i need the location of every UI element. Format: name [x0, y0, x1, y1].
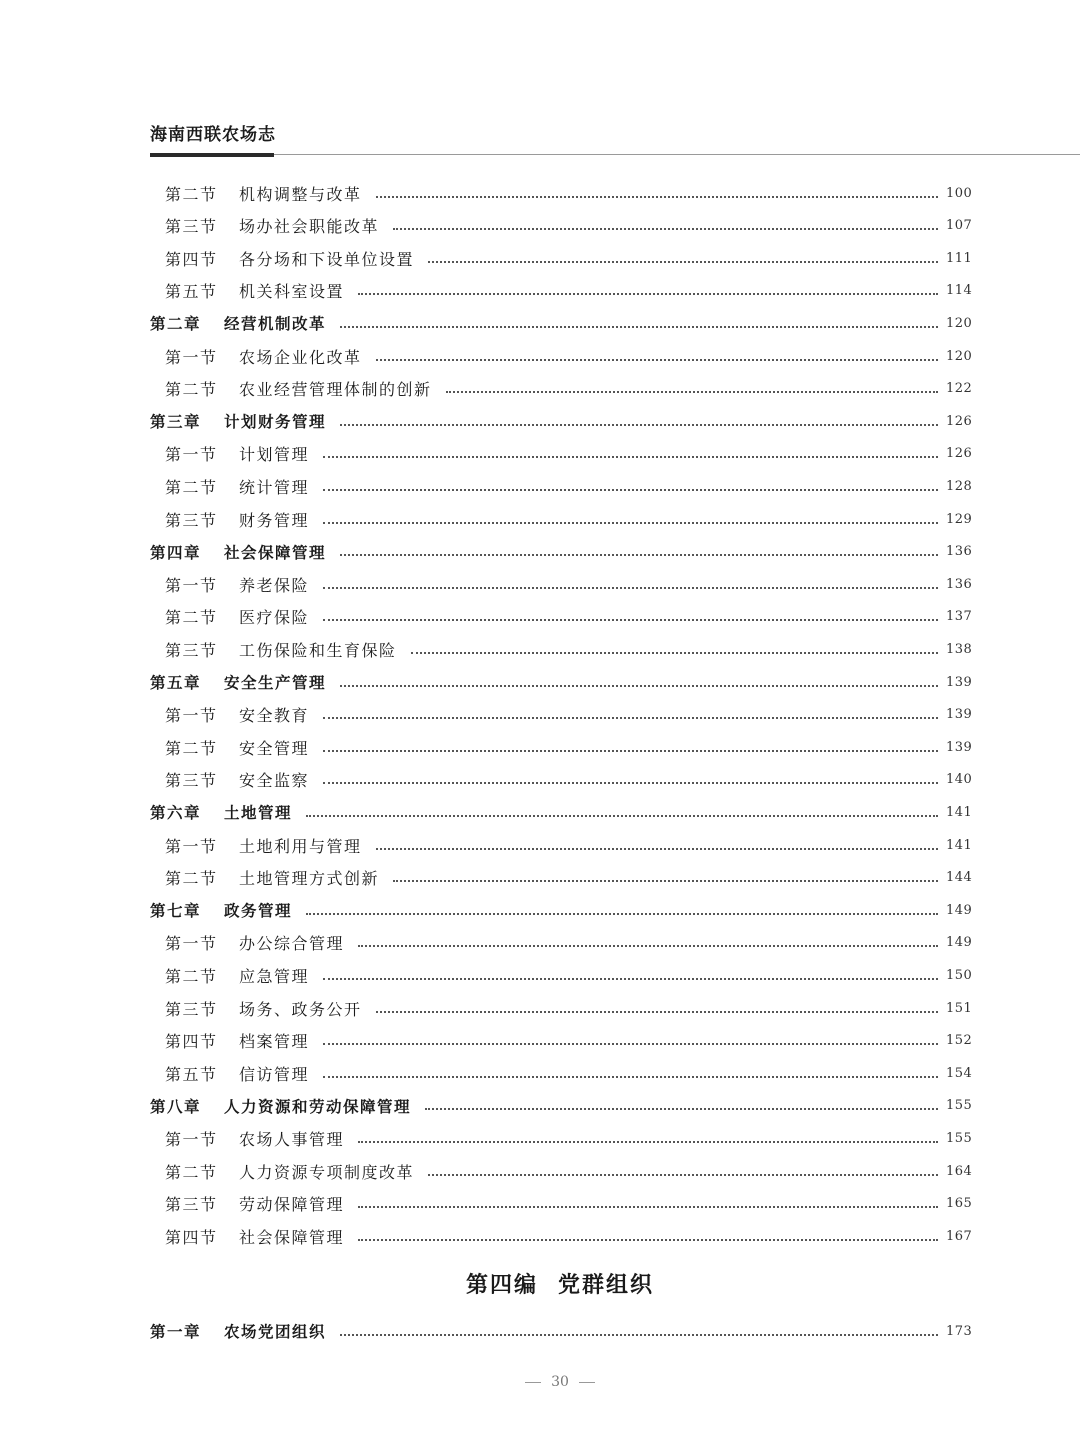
- toc-entry-number: 第二节: [165, 1162, 218, 1182]
- toc-entry-title: 农场人事管理: [239, 1129, 345, 1149]
- toc-entry-page: 139: [946, 739, 973, 755]
- toc-section-entry: [150, 602, 972, 632]
- toc-entry-title: 统计管理: [239, 477, 310, 497]
- dot-leader: [393, 227, 938, 230]
- toc-entry-page: 120: [946, 348, 973, 364]
- toc-entry-title: 安全生产管理: [224, 674, 327, 692]
- toc-entry-page: 138: [946, 641, 973, 657]
- toc-entry-page: 107: [946, 218, 973, 234]
- toc-entry-number: 第五章: [150, 674, 202, 692]
- toc-section-entry: [150, 863, 972, 893]
- toc-entry-title: 医疗保险: [239, 608, 310, 628]
- toc-entry-label: [150, 964, 309, 987]
- toc-section-entry: [150, 211, 972, 241]
- toc-entry-title: 政务管理: [224, 902, 293, 921]
- toc-entry-number: 第一节: [165, 445, 218, 465]
- toc-entry-page: 136: [946, 544, 973, 560]
- toc-entry-label: [150, 541, 326, 563]
- toc-entry-number: 第三章: [150, 413, 202, 432]
- dot-leader: [306, 912, 938, 915]
- toc-entry-number: 第五节: [165, 282, 218, 302]
- toc-chapter-entry: [150, 308, 972, 338]
- toc-entry-number: 第三节: [165, 640, 218, 660]
- toc-entry-page: 141: [946, 837, 973, 853]
- toc-entry-number: 第二节: [165, 738, 218, 758]
- dot-leader: [323, 1042, 938, 1045]
- toc-entry-page: 149: [946, 935, 973, 951]
- toc-entry-number: 第六章: [150, 804, 202, 823]
- toc-entry-page: 114: [946, 283, 973, 299]
- toc-entry-number: 第四节: [165, 1227, 218, 1247]
- toc-entry-page: 173: [946, 1323, 973, 1339]
- part-number: 第四编: [465, 1272, 538, 1298]
- toc-section-entry: [150, 993, 972, 1023]
- dot-leader: [323, 781, 938, 784]
- toc-entry-number: 第三节: [165, 1195, 218, 1215]
- toc-entry-page: 151: [946, 1000, 973, 1016]
- toc-entry-label: [150, 703, 309, 726]
- toc-entry-number: 第五节: [165, 1064, 218, 1084]
- toc-entry-number: 第二节: [165, 477, 218, 497]
- dot-leader: [323, 521, 938, 524]
- toc-section-entry: [150, 1123, 972, 1153]
- toc-entry-title: 安全管理: [239, 738, 310, 758]
- toc-entry-number: 第二章: [150, 315, 202, 334]
- toc-entry-number: 第二节: [165, 608, 218, 628]
- toc-chapter-entry: [150, 406, 972, 436]
- toc-entry-label: [150, 182, 362, 205]
- toc-entry-number: 第一节: [165, 934, 218, 954]
- toc-entry-label: [150, 214, 379, 237]
- toc-section-entry: [150, 928, 972, 958]
- toc-entry-page: 149: [946, 902, 973, 918]
- toc-entry-title: 经营机制改革: [224, 315, 327, 334]
- toc-entry-number: 第二节: [165, 966, 218, 986]
- toc-section-entry: [150, 439, 972, 469]
- toc-entry-number: 第一节: [165, 1129, 218, 1149]
- toc-section-entry: [150, 178, 972, 208]
- toc-entry-label: [150, 279, 344, 302]
- toc-entry-label: [150, 1225, 344, 1248]
- toc-entry-label: [150, 931, 344, 954]
- toc-entry-label: [150, 997, 362, 1020]
- toc-entry-number: 第四节: [165, 249, 218, 269]
- toc-section-entry: [150, 634, 972, 664]
- toc-entry-title: 各分场和下设单位设置: [239, 249, 415, 269]
- toc-entry-label: [150, 1029, 309, 1052]
- toc-entry-number: 第一章: [150, 1323, 202, 1341]
- toc-entry-label: [150, 247, 414, 270]
- toc-entry-number: 第三节: [165, 999, 218, 1019]
- toc-section-entry: [150, 1026, 972, 1056]
- toc-entry-page: 128: [946, 478, 973, 494]
- toc-section-entry: [150, 1156, 972, 1186]
- toc-entry-title: 人力资源专项制度改革: [239, 1162, 415, 1182]
- dot-leader: [323, 455, 938, 458]
- dot-leader: [376, 847, 938, 850]
- toc-entry-title: 计划管理: [239, 445, 310, 465]
- toc-entry-label: [150, 736, 309, 759]
- toc-section-entry: [150, 1058, 972, 1088]
- toc-section-entry: [150, 830, 972, 860]
- toc-entry-title: 机构调整与改革: [239, 184, 362, 204]
- toc-entry-title: 农场党团组织: [224, 1323, 327, 1341]
- toc-section-entry: [150, 1221, 972, 1251]
- toc-entry-title: 信访管理: [239, 1064, 310, 1084]
- dot-leader: [323, 618, 938, 621]
- toc-entry-label: [150, 442, 309, 465]
- toc-entry-page: 136: [946, 576, 973, 592]
- toc-entry-page: 111: [946, 250, 973, 266]
- toc-entry-label: [150, 638, 397, 661]
- toc-entry-label: [150, 1160, 414, 1183]
- toc-chapter-entry: [150, 537, 972, 567]
- toc-entry-number: 第一节: [165, 836, 218, 856]
- dot-leader: [340, 325, 938, 328]
- dot-leader: [393, 879, 938, 882]
- toc-entry-number: 第一节: [165, 706, 218, 726]
- toc-entry-label: [150, 312, 326, 334]
- toc-entry-number: 第二节: [165, 869, 218, 889]
- toc-section-entry: [150, 732, 972, 762]
- footer-dash-left: [525, 1382, 541, 1383]
- dot-leader: [340, 553, 938, 556]
- toc-chapter-entry: [150, 895, 972, 925]
- toc-entry-label: [150, 768, 309, 791]
- toc-entry-label: [150, 410, 326, 432]
- toc-entry-title: 应急管理: [239, 966, 310, 986]
- toc-entry-label: [150, 866, 379, 889]
- dot-leader: [358, 292, 938, 295]
- dot-leader: [376, 1010, 938, 1013]
- toc-entry-title: 工伤保险和生育保险: [239, 640, 397, 660]
- toc-entry-number: 第二节: [165, 184, 218, 204]
- toc-entry-label: [150, 1062, 309, 1085]
- toc-entry-page: 139: [946, 707, 973, 723]
- toc-section-entry: [150, 243, 972, 273]
- dot-leader: [323, 749, 938, 752]
- dot-leader: [358, 1238, 938, 1241]
- toc-entry-number: 第三节: [165, 771, 218, 791]
- toc-entry-page: 165: [946, 1196, 973, 1212]
- dot-leader: [323, 716, 938, 719]
- toc-chapter-entry: [150, 1091, 972, 1121]
- toc-entry-page: 100: [946, 185, 973, 201]
- toc-entry-title: 养老保险: [239, 575, 310, 595]
- toc-entry-page: 150: [946, 967, 973, 983]
- toc-section-entry: [150, 569, 972, 599]
- toc-entry-title: 社会保障管理: [224, 543, 327, 562]
- book-title: 海南西联农场志: [150, 125, 276, 145]
- toc-entry-page: 122: [946, 381, 973, 397]
- toc-entry-label: [150, 671, 326, 693]
- toc-entry-label: [150, 508, 309, 531]
- dot-leader: [306, 814, 938, 817]
- toc-entry-label: [150, 1192, 344, 1215]
- toc-entry-page: 126: [946, 446, 973, 462]
- page-footer: [0, 1374, 1080, 1390]
- dot-leader: [323, 488, 938, 491]
- dot-leader: [446, 390, 938, 393]
- part-heading: [0, 1268, 1080, 1299]
- toc-entry-number: 第三节: [165, 217, 218, 237]
- toc-entry-page: 155: [946, 1130, 973, 1146]
- toc-section-entry: [150, 700, 972, 730]
- toc-entry-title: 土地利用与管理: [239, 836, 362, 856]
- toc-entry-label: [150, 1320, 326, 1342]
- toc-entry-number: 第四节: [165, 1032, 218, 1052]
- toc-entry-page: 139: [946, 674, 973, 690]
- toc-entry-page: 144: [946, 870, 973, 886]
- toc-entry-label: [150, 345, 362, 368]
- toc-chapter-entry: [150, 667, 972, 697]
- toc-entry-number: 第八章: [150, 1097, 202, 1116]
- toc-entry-page: 167: [946, 1228, 973, 1244]
- footer-dash-right: [579, 1382, 595, 1383]
- toc-entry-number: 第三节: [165, 510, 218, 530]
- toc-section-entry: [150, 341, 972, 371]
- toc-entry-number: 第一节: [165, 347, 218, 367]
- toc-entry-number: 第七章: [150, 902, 202, 921]
- toc-entry-page: 120: [946, 315, 973, 331]
- toc-entry-label: [150, 573, 309, 596]
- toc-section-entry: [150, 960, 972, 990]
- toc-entry-label: [150, 605, 309, 628]
- toc-entry-page: 154: [946, 1065, 973, 1081]
- toc-entry-title: 财务管理: [239, 510, 310, 530]
- toc-entry-page: 164: [946, 1163, 973, 1179]
- toc-section-entry: [150, 276, 972, 306]
- toc-entry-label: [150, 1127, 344, 1150]
- dot-leader: [358, 1140, 938, 1143]
- header-rule: [150, 154, 1080, 155]
- dot-leader: [358, 1205, 938, 1208]
- toc-entry-title: 土地管理方式创新: [239, 869, 380, 889]
- toc-entry-page: 126: [946, 413, 973, 429]
- dot-leader: [411, 651, 938, 654]
- toc-entry-page: 129: [946, 511, 973, 527]
- toc-entry-title: 安全监察: [239, 771, 310, 791]
- dot-leader: [358, 944, 938, 947]
- toc-entry-page: 137: [946, 609, 973, 625]
- toc-entry-label: [150, 475, 309, 498]
- dot-leader: [340, 423, 938, 426]
- toc-chapter-entry: [150, 1316, 972, 1346]
- toc-entry-title: 社会保障管理: [239, 1227, 345, 1247]
- toc-entry-number: 第一节: [165, 575, 218, 595]
- toc-entry-title: 机关科室设置: [239, 282, 345, 302]
- toc-section-entry: [150, 471, 972, 501]
- toc-entry-title: 安全教育: [239, 706, 310, 726]
- dot-leader: [376, 358, 938, 361]
- toc-entry-title: 办公综合管理: [239, 934, 345, 954]
- toc-chapter-entry: [150, 797, 972, 827]
- toc-entry-title: 农场企业化改革: [239, 347, 362, 367]
- header-rule-accent: [150, 153, 274, 157]
- toc-entry-title: 计划财务管理: [224, 413, 327, 432]
- toc-entry-page: 141: [946, 804, 973, 820]
- toc-entry-title: 劳动保障管理: [239, 1195, 345, 1215]
- toc-entry-title: 土地管理: [224, 804, 293, 823]
- dot-leader: [323, 977, 938, 980]
- dot-leader: [428, 1173, 938, 1176]
- toc-entry-page: 152: [946, 1033, 973, 1049]
- toc-entry-page: 140: [946, 772, 973, 788]
- toc-entry-title: 人力资源和劳动保障管理: [224, 1097, 412, 1116]
- toc-entry-label: [150, 377, 432, 400]
- dot-leader: [340, 1333, 938, 1336]
- toc-entry-label: [150, 801, 292, 823]
- toc-entry-page: 155: [946, 1098, 973, 1114]
- toc-entry-title: 场务、政务公开: [239, 999, 362, 1019]
- page-number: 30: [551, 1374, 569, 1390]
- toc-entry-number: 第四章: [150, 543, 202, 562]
- toc-entry-label: [150, 1095, 411, 1117]
- toc-section-entry: [150, 765, 972, 795]
- dot-leader: [340, 684, 938, 687]
- toc-entry-title: 档案管理: [239, 1032, 310, 1052]
- dot-leader: [428, 260, 938, 263]
- dot-leader: [376, 195, 938, 198]
- toc-entry-number: 第二节: [165, 380, 218, 400]
- dot-leader: [425, 1107, 938, 1110]
- toc-entry-label: [150, 899, 292, 921]
- toc-entry-title: 农业经营管理体制的创新: [239, 380, 432, 400]
- toc-section-entry: [150, 374, 972, 404]
- dot-leader: [323, 586, 938, 589]
- toc-entry-label: [150, 834, 362, 857]
- dot-leader: [323, 1075, 938, 1078]
- part-title: 党群组织: [558, 1272, 655, 1298]
- toc-section-entry: [150, 1189, 972, 1219]
- toc-entry-title: 场办社会职能改革: [239, 217, 380, 237]
- toc-section-entry: [150, 504, 972, 534]
